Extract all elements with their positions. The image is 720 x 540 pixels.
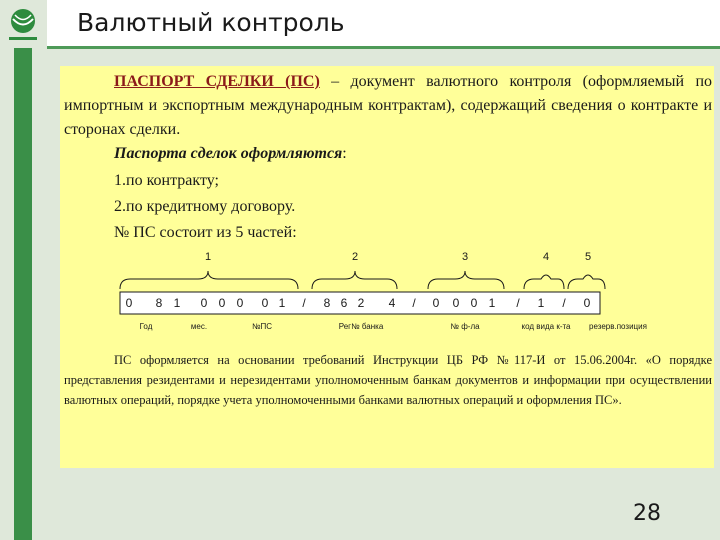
part-number: 3 (461, 251, 469, 263)
digit-cell: 0 (432, 296, 440, 310)
digit-cell: 1 (537, 296, 545, 310)
part-number: 4 (542, 251, 550, 263)
digit-cell: 8 (323, 296, 331, 310)
list-heading-suffix: : (342, 145, 347, 162)
digit-cell: / (516, 296, 520, 310)
definition-term: ПАСПОРТ СДЕЛКИ (ПС) (114, 73, 320, 90)
sidebar (0, 0, 47, 540)
digit-cell: 0 (125, 296, 133, 310)
bank-logo-icon (3, 4, 43, 44)
digit-cell: / (302, 296, 306, 310)
digit-cell: 0 (261, 296, 269, 310)
parts-line: № ПС состоит из 5 частей: (114, 224, 297, 241)
caption: код вида к-та (521, 322, 571, 331)
digit-cell: 1 (278, 296, 286, 310)
definition-paragraph (64, 70, 712, 142)
digit-cell: 1 (488, 296, 496, 310)
caption: № ф-ла (450, 322, 480, 331)
digit-cell: 4 (388, 296, 396, 310)
sidebar-stripe (14, 48, 32, 540)
digit-cell: 0 (452, 296, 460, 310)
part-number: 5 (584, 251, 592, 263)
caption: Год (139, 322, 153, 331)
digit-cell: 0 (583, 296, 591, 310)
digit-cell: / (412, 296, 416, 310)
digit-cell: 1 (173, 296, 181, 310)
digit-cell: 8 (155, 296, 163, 310)
list-item-2: 2.по кредитному договору. (114, 198, 296, 215)
caption: №ПС (251, 322, 273, 331)
list-heading-text: Паспорта сделок оформляются (114, 145, 343, 162)
caption: мес. (190, 322, 208, 331)
digit-cell: 0 (218, 296, 226, 310)
ps-number-diagram (60, 245, 714, 345)
digit-cell: / (562, 296, 566, 310)
definition-text: – документ валютного контроля (оформляемый по импортным и экспортным международным контрактам), содержащий сведения о контракте и сторонах сделки. (64, 73, 713, 138)
digit-cell: 0 (236, 296, 244, 310)
page-title: Валютный контроль (77, 8, 345, 37)
list-heading (114, 145, 347, 163)
footer-paragraph: ПС оформляется на основании требований Инструкции ЦБ РФ №117-И от 15.06.2004г. «О порядке представления резидентами и нерезидентами уполномоченным банкам документов и информации при осуществлении валютных операций, порядке учета уполномоченными банками валютных операций и оформления ПС». (64, 353, 712, 407)
digit-cell: 0 (470, 296, 478, 310)
part-number: 1 (204, 251, 212, 263)
part-braces (120, 271, 605, 289)
part-number: 2 (351, 251, 359, 263)
caption: Рег№ банка (338, 322, 384, 331)
caption: резерв.позиция (589, 322, 647, 331)
digit-cell: 0 (200, 296, 208, 310)
page-number: 28 (633, 501, 661, 526)
list-item-1: 1.по контракту; (114, 172, 219, 189)
digit-cell: 2 (357, 296, 365, 310)
digit-cell: 6 (340, 296, 348, 310)
